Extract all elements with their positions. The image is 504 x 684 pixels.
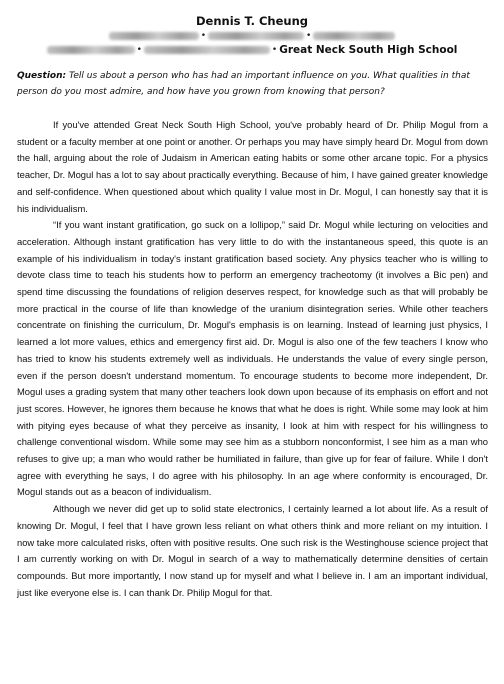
essay-paragraph-2: “If you want instant gratification, go suck on a lollipop,” said Dr. Mogul while lecturing on velocities and acceleration. Although instant gratification has very little to do with the instantaneous speed, this quote is an example of his individualism in today's instant gratification based society. Any physics teacher who is willing to devote class time to teach his students how to perform an emergency tracheotomy (it involves a Bic pen) and spend time discussing the foundations of religion deserves respect, for knowledge such as that will probably be more practical in the course of life than knowledge of the uranium disintegration series. While other teachers concentrate on finishing the curriculum, Dr. Mogul's emphasis is on learning. Instead of learning just physics, I learned a lot more values, ethics and emergency first aid. Dr. Mogul is also one of the few teachers I know who has tried to know his students extremely well as individuals. He understands the value of every single person, even if the person doesn't understand momentum. To encourage students to become more independent, Dr. Mogul uses a grading system that many other teachers look down upon because of its emphasis on effort and not just scores. However, he ignores them because he knows that what he does is right. While some may look at him with pitying eyes because of what they perceive as insanity, I look at him with respect for his willingness to challenge conventional wisdom. While some may see him as a stubborn nonconformist, I see him as a man who refuses to give up; a man who would rather be humiliated in failure, than give up for fear of failure. While I don't agree with everything he says, I do agree with his philosophy. In an age where conformity is encouraged, Dr. Mogul stands out as a beacon of individualism. [17,219,488,498]
author-name: Dennis T. Cheung [195,14,308,28]
question-text: Tell us about a person who has had an important influence on you. What qualities in that person do you most admire, and how have you grown from knowing that person? [17,71,470,97]
essay-body [17,117,488,601]
essay-paragraph-3: Although we never did get up to solid state electronics, I certainly learned a lot about life. As a result of knowing Dr. Mogul, I feel that I have grown less reliant on what others think and more reliant on my intuition. I now take more calculated risks, often with positive results. One such risk is the Westinghouse science project that I am currently working on with Dr. Mogul in search of a way to mathematically determine densities of certain compounds. But more importantly, I now stand up for myself and what I believe in. I am an important individual, just like everyone else is. I can thank Dr. Philip Mogul for that. [17,503,488,598]
redacted-email [47,46,135,54]
separator-bullet: • [200,31,206,41]
separator-bullet: • [271,45,278,55]
redacted-address [109,32,199,40]
question-label: Question: [17,71,67,81]
separator-bullet: • [136,45,142,55]
contact-row-1 [0,29,504,43]
essay-paragraph-1: If you've attended Great Neck South High School, you've probably heard of Dr. Philip Mogul from a student or a faculty member at one point or another. Or perhaps you may have simply heard Dr. Mogul from down the hall, arguing about the role of Judaism in American eating habits or some other arcane topic. For a physics teacher, Dr. Mogul has a lot to say about practically everything. Because of him, I have gained greater knowledge and self-confidence. When questioned about which quality I value most in Dr. Mogul, I can honestly say that it is his individualism. [17,119,488,214]
contact-row-2 [0,43,504,57]
redacted-city [208,32,304,40]
redacted-info [144,46,270,54]
essay-question [17,68,489,100]
redacted-phone [313,32,395,40]
separator-bullet: • [306,31,312,41]
letterhead [0,14,504,57]
school-name: Great Neck South High School [279,44,458,56]
